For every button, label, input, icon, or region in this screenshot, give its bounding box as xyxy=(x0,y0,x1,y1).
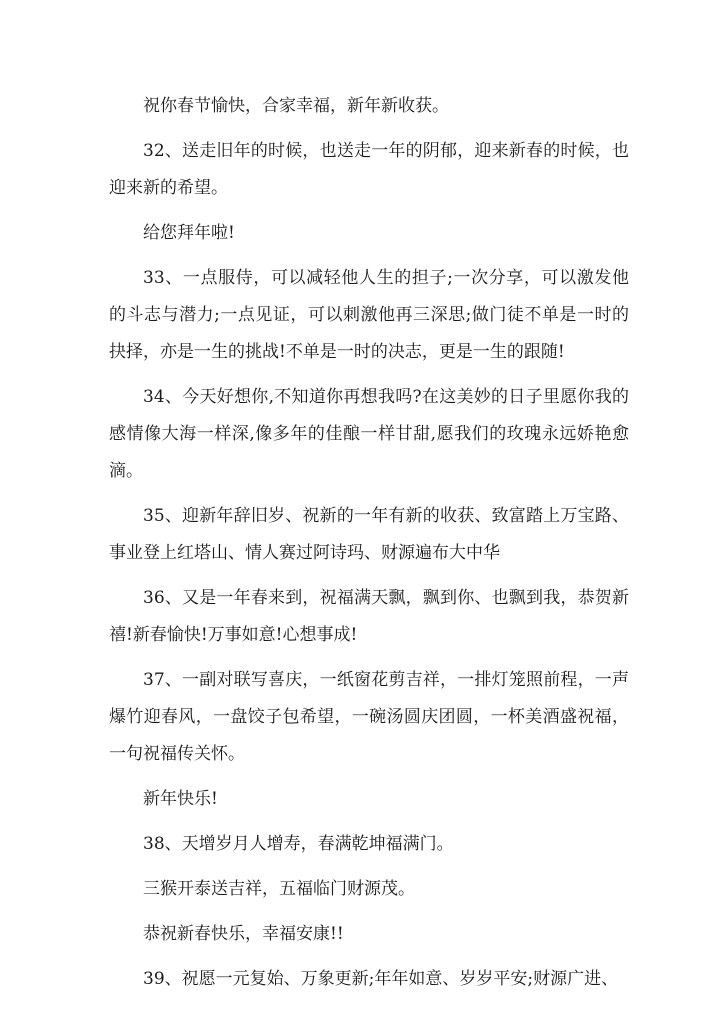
paragraph: 新年快乐! xyxy=(143,789,218,809)
paragraph: 32、送走旧年的时候，也送走一年的阴郁，迎来新春的时候，也迎来新的希望。 xyxy=(109,141,629,198)
paragraph: 给您拜年啦! xyxy=(143,223,235,243)
paragraph: 34、今天好想你,不知道你再想我吗?在这美妙的日子里愿你我的感情像大海一样深,像多年的佳酿一样甘甜,愿我们的玫瑰永远娇艳愈滴。 xyxy=(109,387,629,481)
paragraph: 38、天增岁月人增寿，春满乾坤福满门。 xyxy=(143,834,454,854)
document-body xyxy=(109,88,629,1006)
paragraph: 39、祝愿一元复始、万象更新;年年如意、岁岁平安;财源广进、 xyxy=(143,969,619,989)
paragraph: 33、一点服侍，可以减轻他人生的担子;一次分享，可以激发他的斗志与潜力;一点见证，可以刺激他再三深思;做门徒不单是一时的抉择，亦是一生的挑战!不单是一时的决志，更是一生的跟随! xyxy=(109,268,629,362)
paragraph: 36、又是一年春来到，祝福满天飘，飘到你、也飘到我，恭贺新禧!新春愉快!万事如意!心想事成! xyxy=(109,588,629,645)
paragraph: 37、一副对联写喜庆，一纸窗花剪吉祥，一排灯笼照前程，一声爆竹迎春风，一盘饺子包希望，一碗汤圆庆团圆，一杯美酒盛祝福，一句祝福传关怀。 xyxy=(109,670,629,764)
paragraph: 三猴开泰送吉祥，五福临门财源茂。 xyxy=(143,879,415,899)
paragraph: 祝你春节愉快，合家幸福，新年新收获。 xyxy=(143,96,449,116)
paragraph: 恭祝新春快乐，幸福安康!! xyxy=(143,924,344,944)
paragraph: 35、迎新年辞旧岁、祝新的一年有新的收获、致富踏上万宝路、事业登上红塔山、情人赛过阿诗玛、财源遍布大中华 xyxy=(109,506,629,563)
